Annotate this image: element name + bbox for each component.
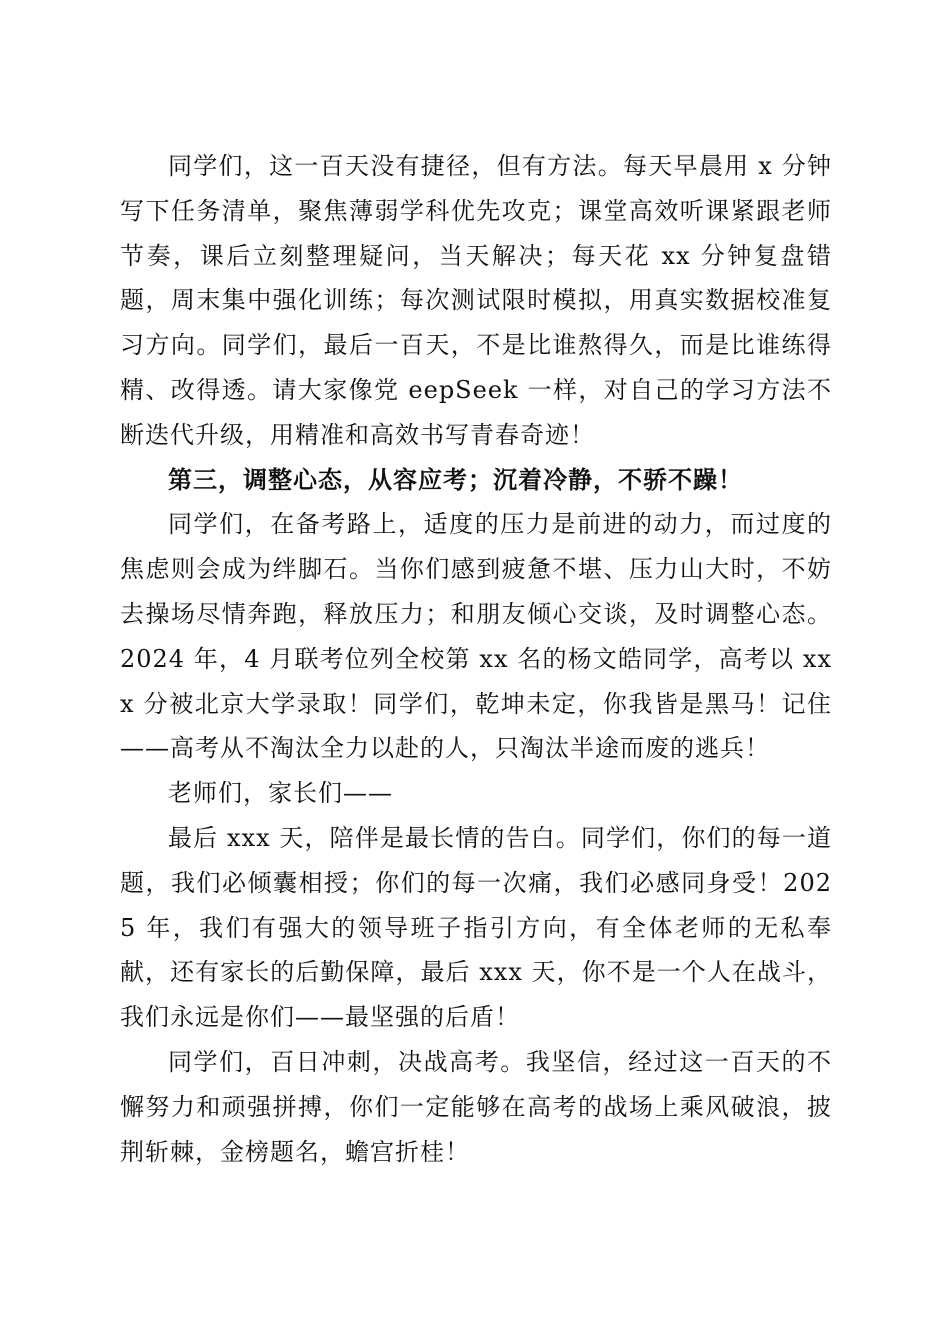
paragraph-mindset: 同学们，在备考路上，适度的压力是前进的动力，而过度的焦虑则会成为绊脚石。当你们感到疲惫不堪、压力山大时，不妨去操场尽情奔跑，释放压力；和朋友倾心交谈，及时调整心态。2024 年，4 月联考位列全校第 xx 名的杨文皓同学，高考以 xxx 分被北京大学录取！同学们，乾坤未定，你我皆是黑马！记住——高考从不淘汰全力以赴的人，只淘汰半途而废的逃兵！	[120, 510, 832, 763]
paragraph-address-teachers-parents: 老师们，家长们——	[168, 779, 393, 808]
document-body	[120, 144, 832, 1174]
paragraph-companionship: 最后 xxx 天，陪伴是最长情的告白。同学们，你们的每一道题，我们必倾囊相授；你们的每一次痛，我们必感同身受！2025 年，我们有强大的领导班子指引方向，有全体老师的无私奉献，还有家长的后勤保障，最后 xxx 天，你不是一个人在战斗，我们永远是你们——最坚强的后盾！	[120, 823, 832, 1032]
paragraph-study-method: 同学们，这一百天没有捷径，但有方法。每天早晨用 x 分钟写下任务清单，聚焦薄弱学科优先攻克；课堂高效听课紧跟老师节奏，课后立刻整理疑问，当天解决；每天花 xx 分钟复盘错题，周末集中强化训练；每次测试限时模拟，用真实数据校准复习方向。同学们，最后一百天，不是比谁熬得久，而是比谁练得精、改得透。请大家像党 eepSeek 一样，对自己的学习方法不断迭代升级，用精准和高效书写青春奇迹！	[120, 152, 832, 449]
paragraph-closing: 同学们，百日冲刺，决战高考。我坚信，经过这一百天的不懈努力和顽强拼搏，你们一定能够在高考的战场上乘风破浪，披荆斩棘，金榜题名，蟾宫折桂！	[120, 1047, 832, 1166]
section-heading-third-point: 第三，调整心态，从容应考；沉着冷静，不骄不躁！	[168, 464, 743, 494]
